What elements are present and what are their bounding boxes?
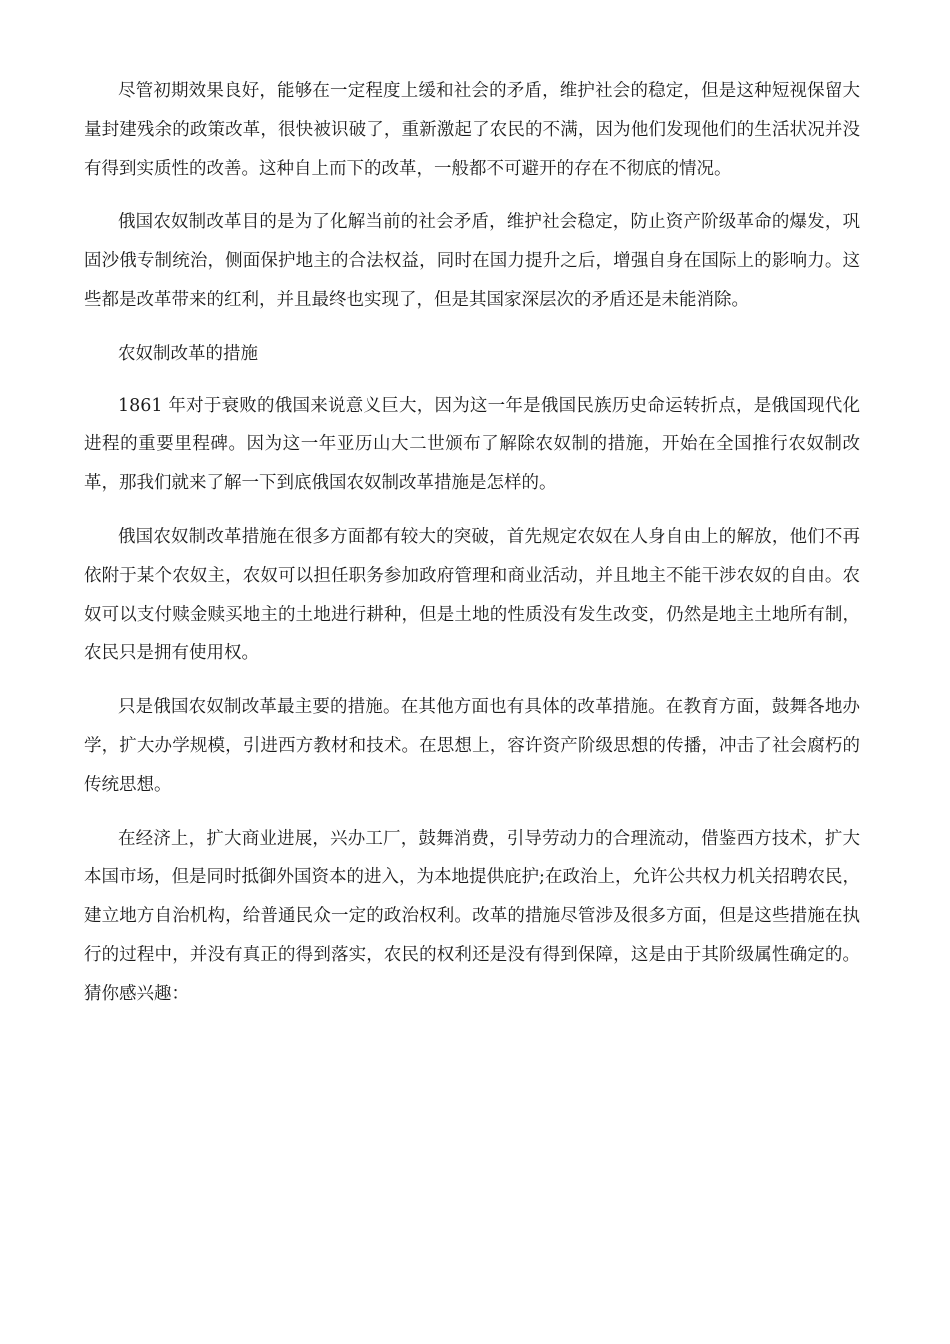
section-heading: 农奴制改革的措施 bbox=[118, 343, 258, 364]
paragraph-economy-politics: 在经济上，扩大商业进展，兴办工厂，鼓舞消费，引导劳动力的合理流动，借鉴西方技术，扩大本国市场，但是同时抵御外国资本的进入，为本地提供庇护;在政治上，允许公共权力机关招聘农民，建立地方自治机构，给普通民众一定的政治权利。改革的措施尽管涉及很多方面，但是这些措施在执行的过程中，并没有真正的得到落实，农民的权利还是没有得到保障，这是由于其阶级属性确定的。猜你感兴趣： bbox=[84, 828, 860, 1004]
paragraph-reform-purpose: 俄国农奴制改革目的是为了化解当前的社会矛盾，维护社会稳定，防止资产阶级革命的爆发，巩固沙俄专制统治，侧面保护地主的合法权益，同时在国力提升之后，增强自身在国际上的影响力。这些都是改革带来的红利，并且最终也实现了，但是其国家深层次的矛盾还是未能消除。 bbox=[84, 212, 860, 310]
paragraph-reform-outcome: 尽管初期效果良好，能够在一定程度上缓和社会的矛盾，维护社会的稳定，但是这种短视保留大量封建残余的政策改革，很快被识破了，重新激起了农民的不满，因为他们发现他们的生活状况并没有得到实质性的改善。这种自上而下的改革，一般都不可避开的存在不彻底的情况。 bbox=[84, 81, 860, 179]
paragraph-serf-liberation: 俄国农奴制改革措施在很多方面都有较大的突破，首先规定农奴在人身自由上的解放，他们不再依附于某个农奴主，农奴可以担任职务参加政府管理和商业活动，并且地主不能干涉农奴的自由。农奴可以支付赎金赎买地主的土地进行耕种，但是土地的性质没有发生改变，仍然是地主土地所有制，农民只是拥有使用权。 bbox=[84, 526, 860, 664]
document-body bbox=[84, 72, 860, 1029]
paragraph-1861-significance: 1861 年对于衰败的俄国来说意义巨大，因为这一年是俄国民族历史命运转折点，是俄国现代化进程的重要里程碑。因为这一年亚历山大二世颁布了解除农奴制的措施，开始在全国推行农奴制改革，那我们就来了解一下到底俄国农奴制改革措施是怎样的。 bbox=[84, 395, 860, 494]
paragraph-education-thought: 只是俄国农奴制改革最主要的措施。在其他方面也有具体的改革措施。在教育方面，鼓舞各地办学，扩大办学规模，引进西方教材和技术。在思想上，容许资产阶级思想的传播，冲击了社会腐朽的传统思想。 bbox=[84, 697, 860, 795]
